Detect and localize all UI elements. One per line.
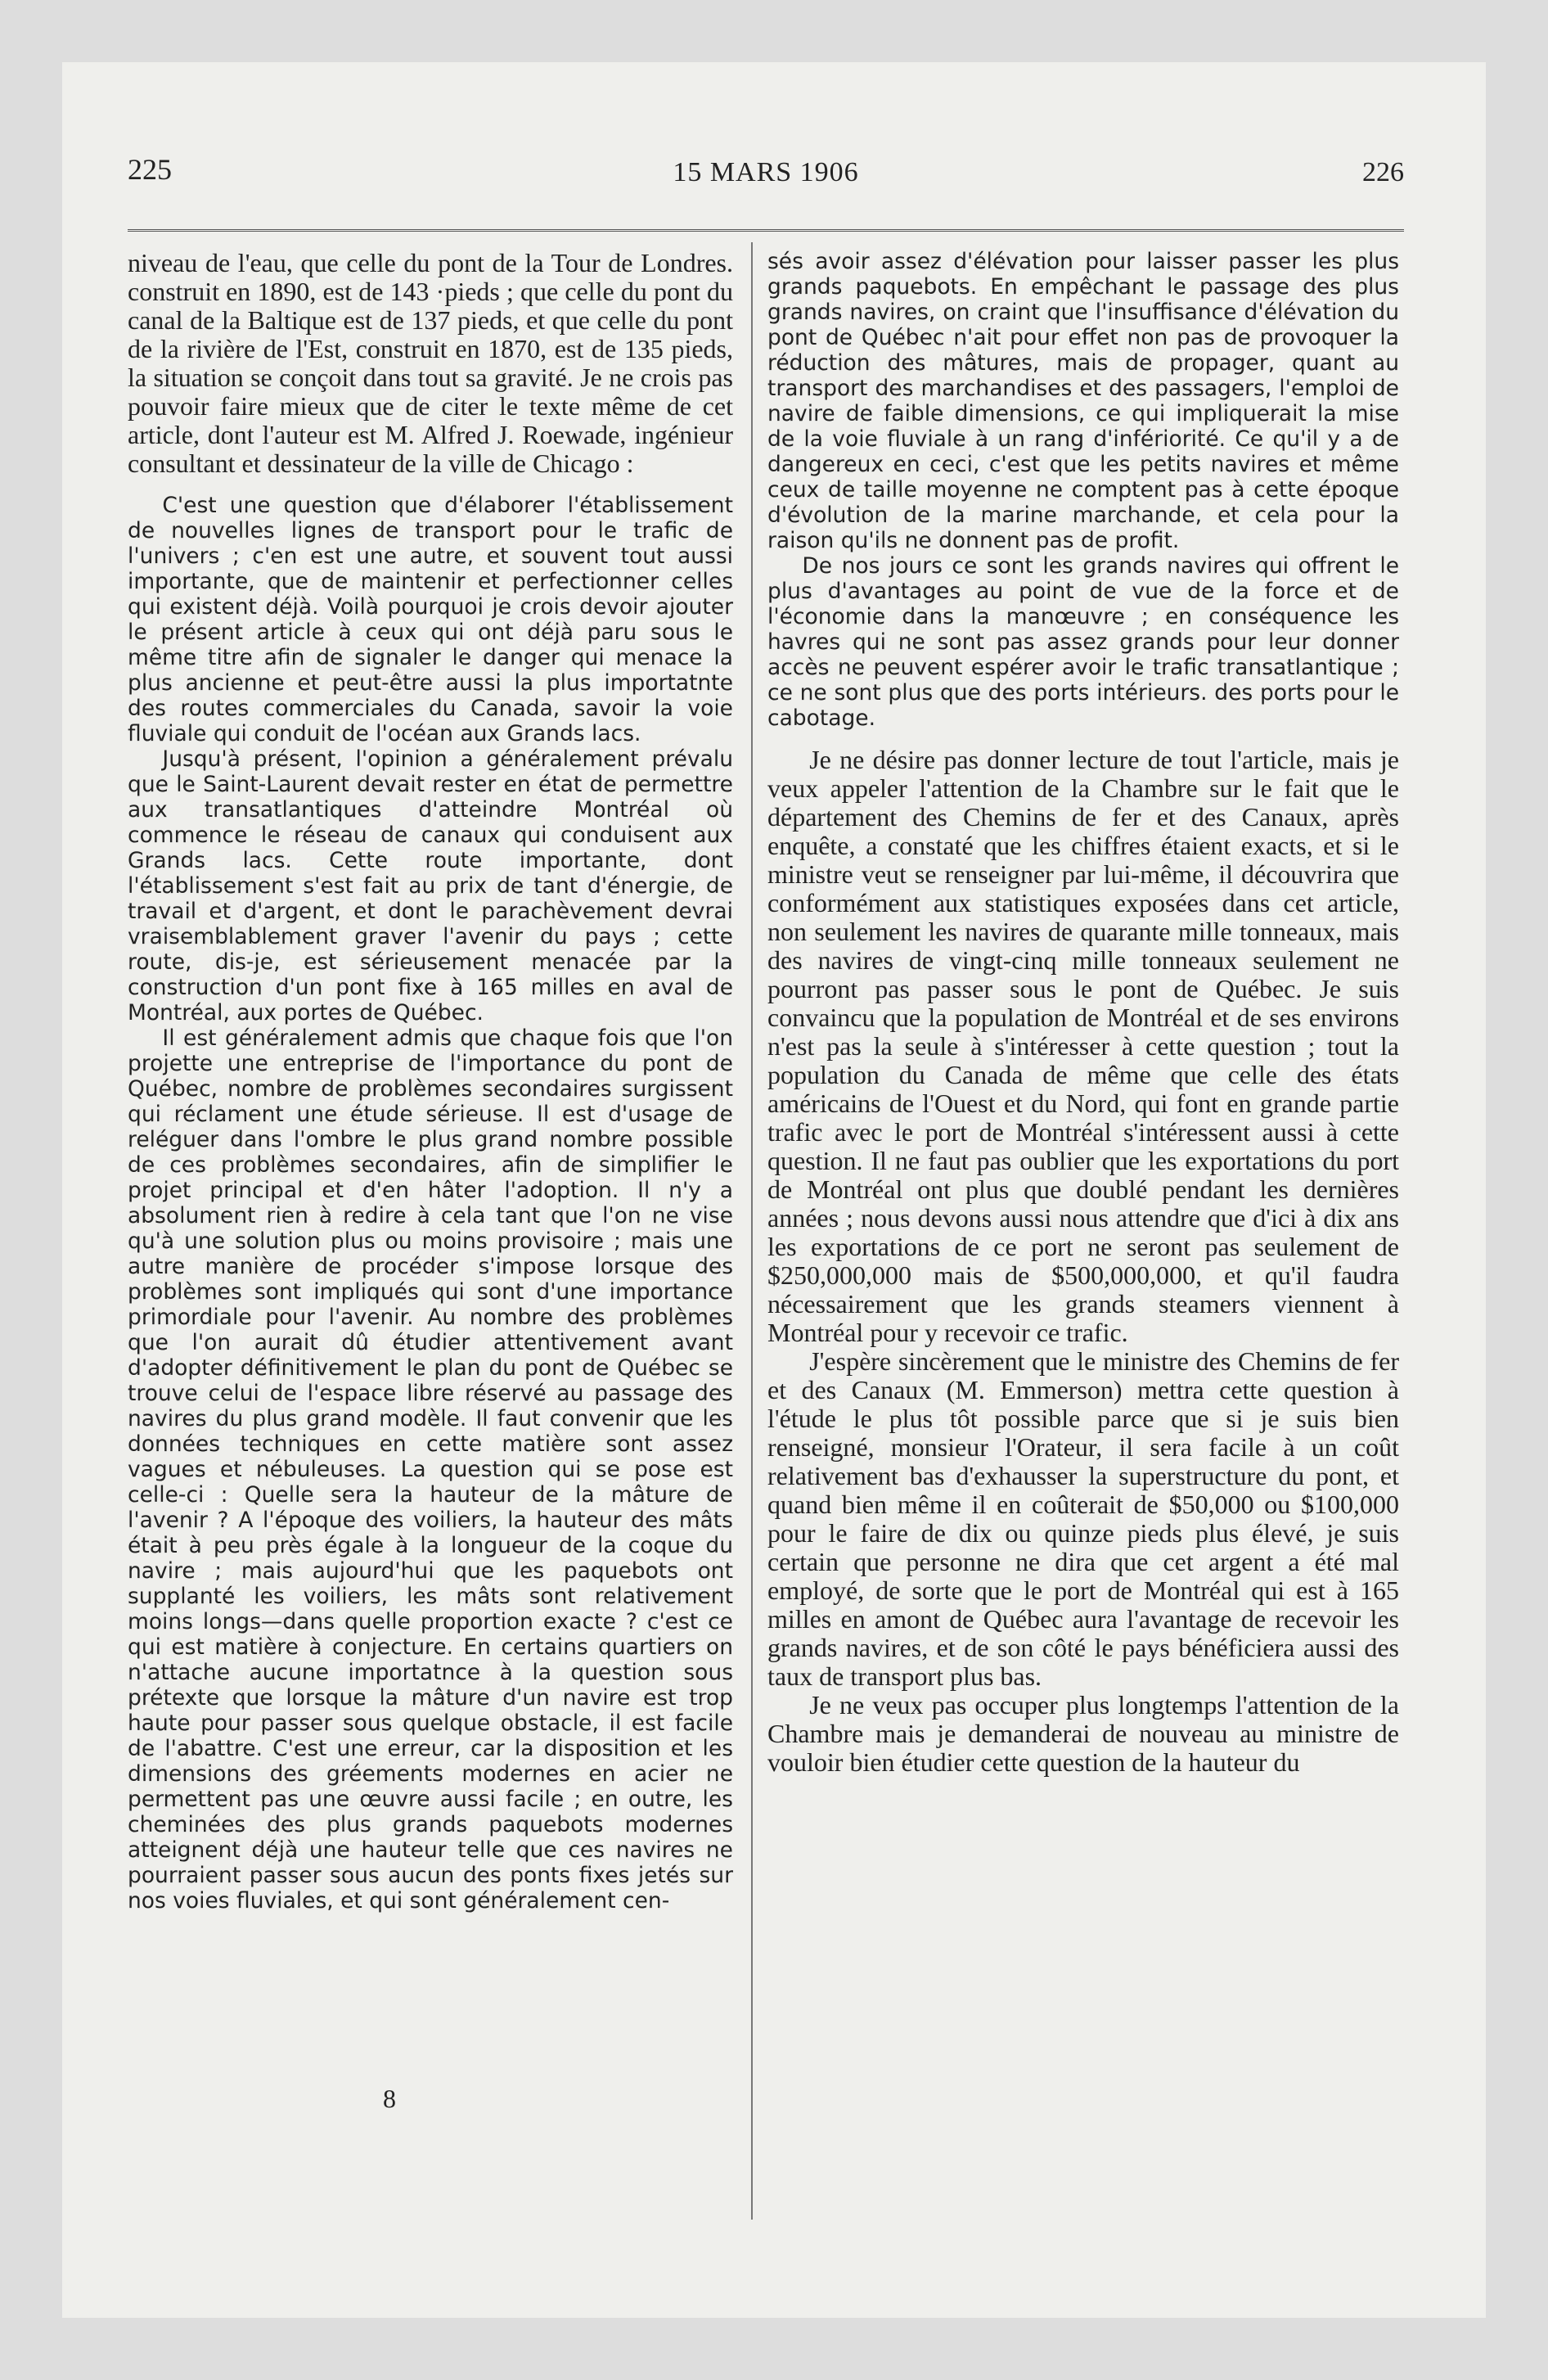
- speech-paragraph: Je ne désire pas donner lecture de tout l'article, mais je veux appeler l'attention de la Chambre sur le fait que le département des Chemins de fer et des Canaux, après enquête, a constaté que les chiffres étaient exacts, et si le ministre veut se renseigner par lui-même, il découvrira que conformément aux statistiques exposées dans cet article, non seulement les navires de quarante mille tonneaux, mais des navires de vingt-cinq mille tonneaux seulement ne pourront pas passer sous le pont de Québec. Je suis convaincu que la population de Montréal et de ses environs n'est pas la seule à s'intéresser à cette question ; tout la population du Canada de même que celle des états américains de l'Ouest et du Nord, qui font en grande partie trafic avec le port de Montréal s'intéressent aussi à cette question. Il ne faut pas oublier que les exportations du port de Montréal ont plus que doublé pendant les dernières années ; nous devons aussi nous attendre que d'ici à dix ans les exportations de ce port ne seront pas seulement de $250,000,000 mais de $500,000,000, et qu'il faudra nécessairement que les grands steamers viennent à Montréal pour y recevoir ce trafic.: [767, 745, 1399, 1347]
- running-header: [128, 152, 1404, 193]
- page-number-right: 226: [1362, 157, 1404, 187]
- quote-paragraph: sés avoir assez d'élévation pour laisser passer les plus grands paquebots. En empêchant le passage des plus grands navires, on craint que l'insuffisance d'élévation du pont de Québec n'ait pour effet non pas de provoquer la réduction des mâtures, mais de propager, quant au transport des marchandises et des passagers, l'emploi de navire de faible dimensions, ce qui impliquerait la mise de la voie fluviale à un rang d'infériorité. Ce qu'il y a de dangereux en ceci, c'est que les petits navires et même ceux de taille moyenne ne comptent pas à cette époque d'évolution de la marine marchande, et cela pour la raison qu'ils ne donnent pas de profit.: [767, 249, 1399, 553]
- page: [62, 62, 1486, 2318]
- quote-paragraph: Jusqu'à présent, l'opinion a généralement prévalu que le Saint-Laurent devait rester en état de permettre aux transatlantiques d'atteindre Montréal où commence le réseau de canaux qui conduisent aux Grands lacs. Cette route importante, dont l'établissement s'est fait au prix de tant d'énergie, de travail et d'argent, et dont le parachèvement devrai vraisemblablement graver l'avenir du pays ; cette route, dis-je, est sérieusement menacée par la construction d'un pont fixe à 165 milles en aval de Montréal, aux portes de Québec.: [128, 746, 733, 1025]
- column-divider: [751, 242, 753, 2220]
- page-number-left: 225: [128, 153, 172, 186]
- header-rule: [128, 229, 1404, 235]
- quote-paragraph: Il est généralement admis que chaque fois que l'on projette une entreprise de l'importance du pont de Québec, nombre de problèmes secondaires surgissent qui réclament une étude sérieuse. Il est d'usage de reléguer dans l'ombre le plus grand nombre possible de ces problèmes secondaires, afin de simplifier le projet principal et d'en hâter l'adoption. Il n'y a absolument rien à redire à cela tant que l'on ne vise qu'à une solution plus ou moins provisoire ; mais une autre manière de procéder s'impose lorsque des problèmes sont impliqués qui sont d'une importance primordiale pour l'avenir. Au nombre des problèmes que l'on aurait dû étudier attentivement avant d'adopter définitivement le plan du pont de Québec se trouve celui de l'espace libre réservé au passage des navires du plus grand modèle. Il faut convenir que les données techniques en cette matière sont assez vagues et nébuleuses. La question qui se pose est celle-ci : Quelle sera la hauteur de la mâture de l'avenir ? A l'époque des voiliers, la hauteur des mâts était à peu près égale à la longueur de la coque du navire ; mais aujourd'hui que les paquebots ont supplanté les voiliers, les mâts sont relativement moins longs—dans quelle proportion exacte ? c'est ce qui est matière à conjecture. En certains quartiers on n'attache aucune importatnce à la question sous prétexte que lorsque la mâture d'un navire est trop haute pour passer sous quelque obstacle, il est facile de l'abattre. C'est une erreur, car la disposition et les dimensions des gréements modernes en acier ne permettent pas une œuvre aussi facile ; en outre, les cheminées des plus grands paquebots modernes atteignent déjà une hauteur telle que ces navires ne pourraient passer sous aucun des ponts fixes jetés sur nos voies fluviales, et qui sont généralement cen-: [128, 1025, 733, 1913]
- intro-paragraph: niveau de l'eau, que celle du pont de la Tour de Londres. construit en 1890, est de 143 ·pieds ; que celle du pont du canal de la Baltique est de 137 pieds, et que celle du pont de la rivière de l'Est, construit en 1870, est de 135 pieds, la situation se conçoit dans tout sa gravité. Je ne crois pas pouvoir faire mieux que de citer le texte même de cet article, dont l'auteur est M. Alfred J. Roewade, ingénieur consultant et dessinateur de la ville de Chicago :: [128, 248, 733, 478]
- right-column: [767, 249, 1399, 1777]
- left-column: [128, 249, 733, 1913]
- header-date: 15 MARS 1906: [673, 157, 859, 187]
- quote-paragraph: C'est une question que d'élaborer l'établissement de nouvelles lignes de transport pour le trafic de l'univers ; c'en est une autre, et souvent tout aussi importante, que de maintenir et perfectionner celles qui existent déjà. Voilà pourquoi je crois devoir ajouter le présent article à ceux qui ont déjà paru sous le même titre afin de signaler le danger qui menace la plus ancienne et peut-être aussi la plus importatnte des routes commerciales du Canada, savoir la voie fluviale qui conduit de l'océan aux Grands lacs.: [128, 493, 733, 746]
- speech-paragraph: Je ne veux pas occuper plus longtemps l'attention de la Chambre mais je demanderai de nouveau au ministre de vouloir bien étudier cette question de la hauteur du: [767, 1690, 1399, 1777]
- speech-paragraph: J'espère sincèrement que le ministre des Chemins de fer et des Canaux (M. Emmerson) mettra cette question à l'étude le plus tôt possible parce que si je suis bien renseigné, monsieur l'Orateur, il sera facile à un coût relativement bas d'exhausser la superstructure du pont, et quand bien même il en coûterait de $50,000 ou $100,000 pour le faire de dix ou quinze pieds plus élevé, je suis certain que personne ne dira que cet argent a été mal employé, de sorte que le port de Montréal qui est à 165 milles en amont de Québec aura l'avantage de recevoir les grands navires, et de son côté le pays bénéficiera aussi des taux de transport plus bas.: [767, 1346, 1399, 1691]
- quote-paragraph: De nos jours ce sont les grands navires qui offrent le plus d'avantages au point de vue de la force et de l'économie dans la manœuvre ; en conséquence les havres qui ne sont pas assez grands pour leur donner accès ne peuvent espérer avoir le trafic transatlantique ; ce ne sont plus que des ports intérieurs. des ports pour le cabotage.: [767, 553, 1399, 731]
- signature-mark: 8: [383, 2084, 396, 2113]
